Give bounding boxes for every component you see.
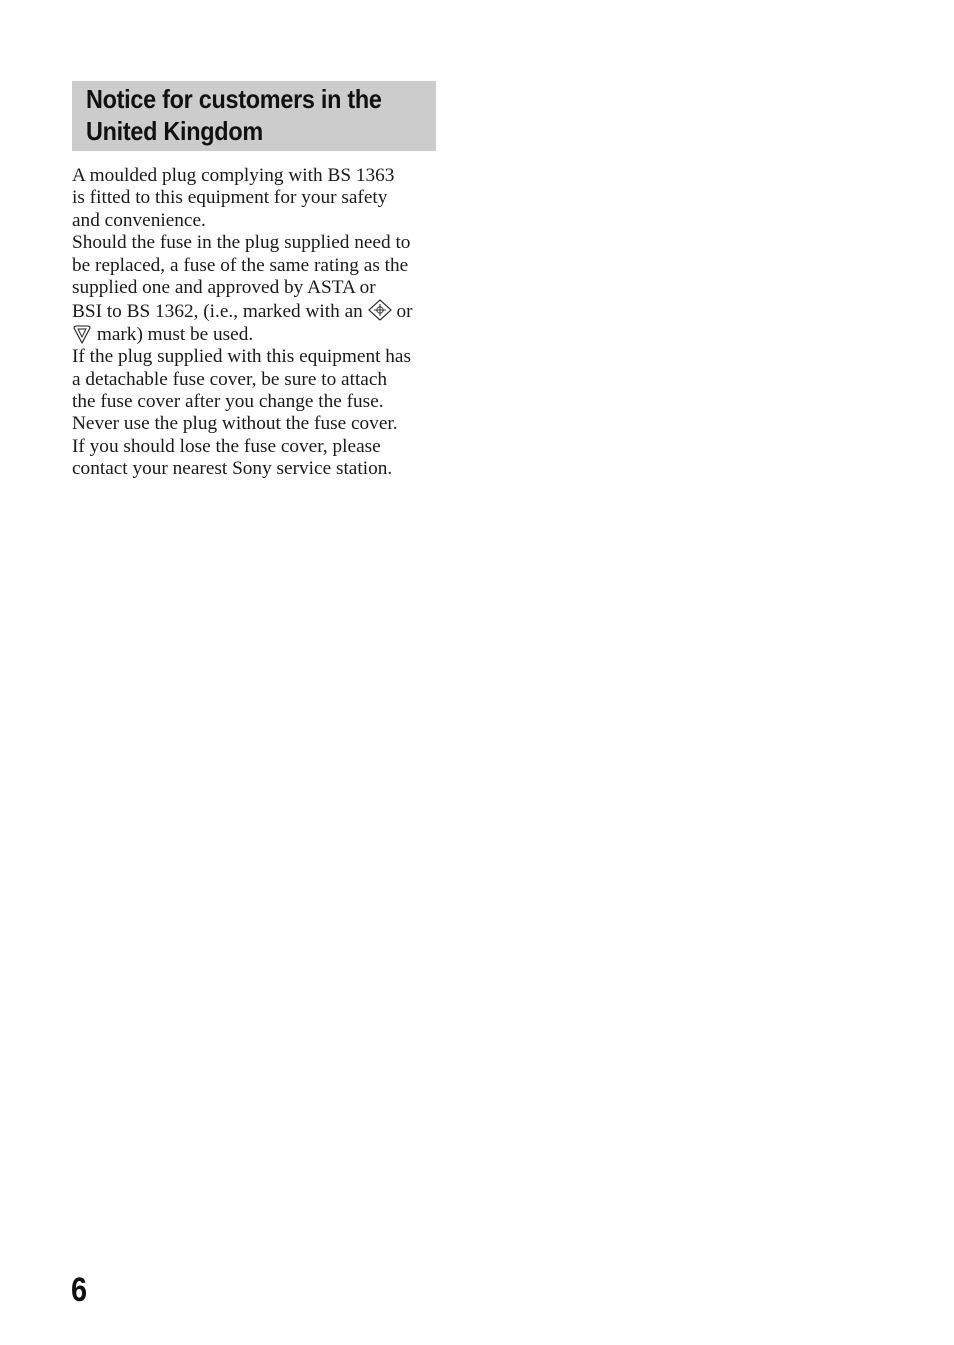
body-line: be replaced, a fuse of the same rating as the [72,254,409,276]
body-line: supplied one and approved by ASTA or [72,277,376,299]
body-line: a detachable fuse cover, be sure to attach [72,368,388,390]
body-line-marks [72,324,444,346]
body-line-text: or [396,301,413,323]
body-line: the fuse cover after you change the fuse. [72,391,384,413]
asta-mark-icon [368,299,392,321]
section-title-line-2: United Kingdom [86,116,263,146]
section-header [72,81,436,151]
body-line: is fitted to this equipment for your safety [72,187,388,209]
body-line: Should the fuse in the plug supplied need to [72,232,411,254]
body-line: If the plug supplied with this equipment has [72,346,411,368]
body-line-text: BSI to BS 1362, (i.e., marked with an [72,301,363,323]
body-line: and convenience. [72,209,206,231]
page-number: 6 [71,1271,88,1309]
section-title [86,83,392,147]
bsi-kitemark-icon [72,324,92,344]
body-line: contact your nearest Sony service station. [72,458,393,480]
body-line-marks [72,299,444,323]
notice-body [72,165,444,481]
section-title-line-1: Notice for customers in the [86,84,382,114]
body-line: A moulded plug complying with BS 1363 [72,165,395,186]
body-line: Never use the plug without the fuse cover. [72,413,398,435]
body-line-text: mark) must be used. [96,323,254,345]
body-line: If you should lose the fuse cover, please [72,435,381,457]
